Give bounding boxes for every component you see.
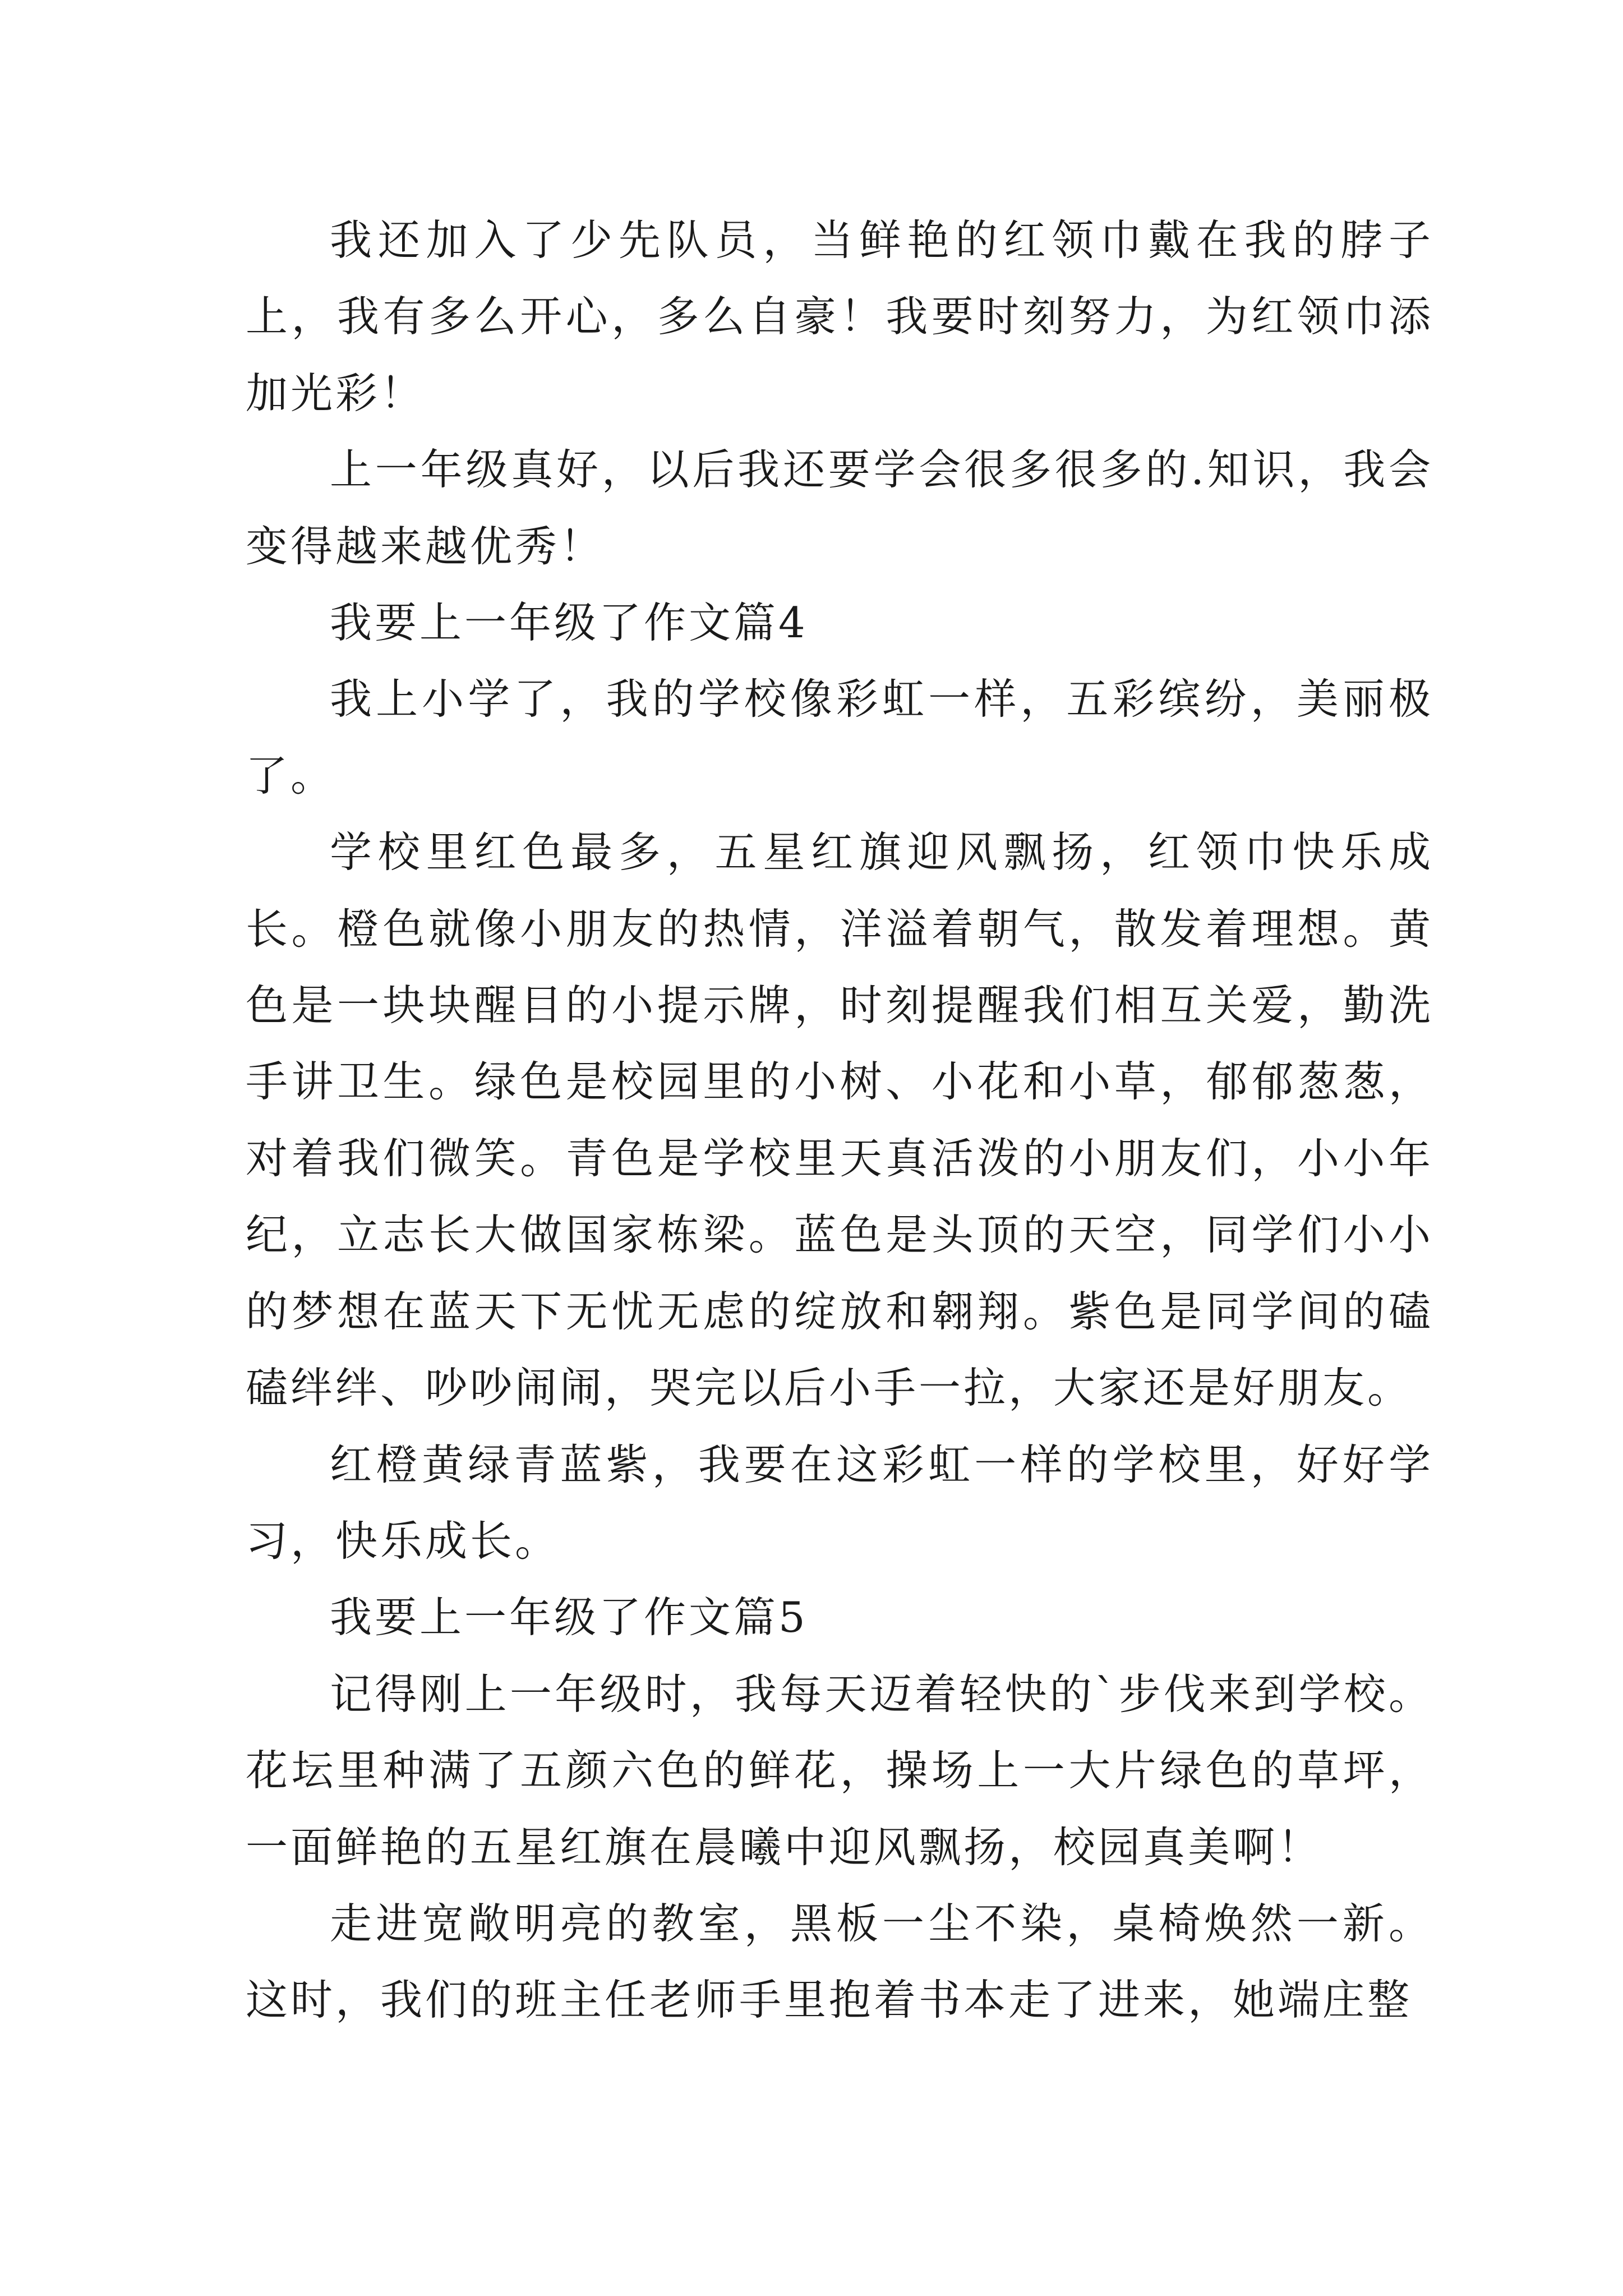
paragraph-rainbow-school: 我上小学了，我的学校像彩虹一样，五彩缤纷，美丽极了。 (246, 674, 1433, 800)
essay-heading-5: 我要上一年级了作文篇5 (330, 1593, 808, 1642)
paragraph-rainbow-summary: 红橙黄绿青蓝紫，我要在这彩虹一样的学校里，好好学习，快乐成长。 (246, 1439, 1433, 1566)
document-body (246, 202, 1433, 2039)
paragraph-red-scarf: 我还加入了少先队员，当鲜艳的红领巾戴在我的脖子上，我有多么开心，多么自豪！我要时刻努力，为红领巾添加光彩！ (246, 215, 1433, 418)
paragraph-school-colors: 学校里红色最多，五星红旗迎风飘扬，红领巾快乐成长。橙色就像小朋友的热情，洋溢着朝气，散发着理想。黄色是一块块醒目的小提示牌，时刻提醒我们相互关爱，勤洗手讲卫生。绿色是校园里的小树、小花和小草，郁郁葱葱，对着我们微笑。青色是学校里天真活泼的小朋友们，小小年纪，立志长大做国家栋梁。蓝色是头顶的天空，同学们小小的梦想在蓝天下无忧无虑的绽放和翱翔。紫色是同学间的磕磕绊绊、吵吵闹闹，哭完以后小手一拉，大家还是好朋友。 (246, 827, 1433, 1413)
paragraph-classroom: 走进宽敞明亮的教室，黑板一尘不染，桌椅焕然一新。这时，我们的班主任老师手里抱着书本走了进来，她端庄整 (246, 1898, 1433, 2025)
essay-heading-4: 我要上一年级了作文篇4 (330, 598, 808, 648)
paragraph-first-day: 记得刚上一年级时，我每天迈着轻快的`步伐来到学校。花坛里种满了五颜六色的鲜花，操场上一大片绿色的草坪，一面鲜艳的五星红旗在晨曦中迎风飘扬，校园真美啊！ (246, 1669, 1433, 1872)
paragraph-first-grade-good: 上一年级真好，以后我还要学会很多很多的.知识，我会变得越来越优秀！ (246, 445, 1433, 571)
